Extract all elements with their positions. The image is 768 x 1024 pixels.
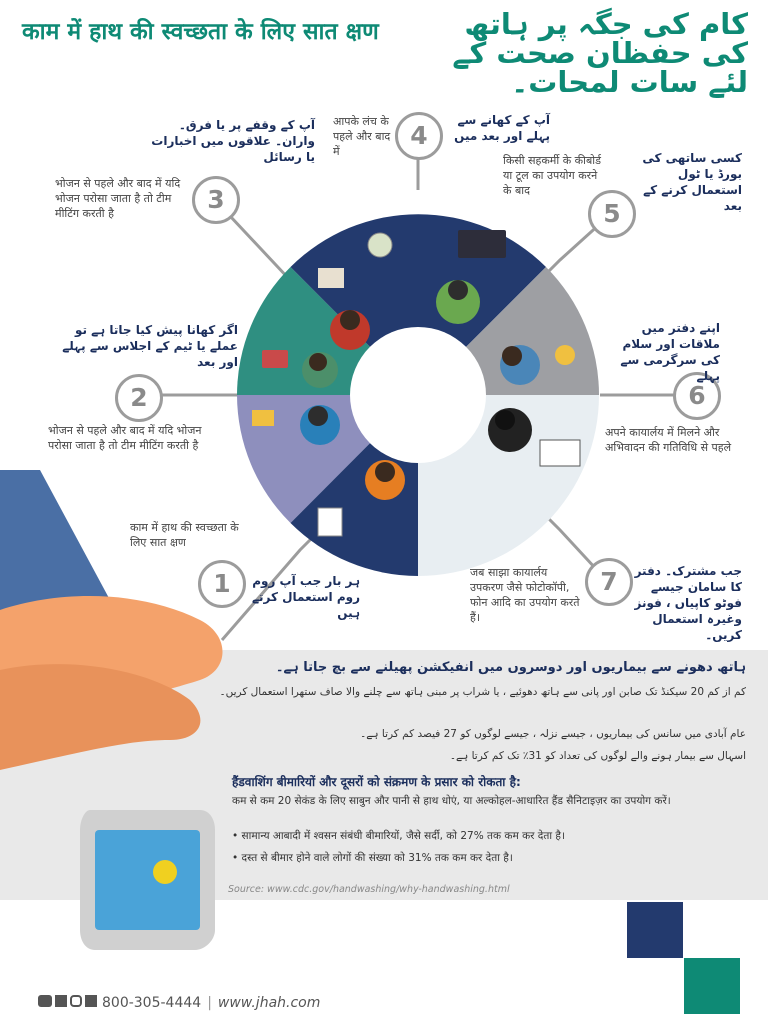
source-link[interactable]: Source: www.cdc.gov/handwashing/why-handwashing.html (228, 884, 510, 895)
moment-number-4: 4 (395, 112, 443, 160)
moment-number-5: 5 (588, 190, 636, 238)
moment-1-hindi: काम में हाथ की स्वच्छता के लिए सात क्षण (130, 521, 239, 549)
info-urdu-body: کم از کم 20 سیکنڈ تک صابن اور پانی سے ہاتھ دھوئیے ، یا شراب پر مبنی ہاتھ سے چلنے والا صاف ستھرا استعمال کریں۔ (219, 686, 746, 698)
info-hindi-heading: हैंडवाशिंग बीमारियों और दूसरों को संक्रमण के प्रसार को रोकता है: (232, 775, 521, 789)
moment-6-hindi: अपने कायार्लय में मिलने और अभिवादन की गतिविधि से पहले (605, 426, 732, 454)
facebook-icon[interactable] (55, 995, 67, 1007)
title-hindi: काम में हाथ की स्वच्छता के लिए सात क्षण (22, 19, 379, 45)
moment-5-hindi: किसी सहकर्मी के कीबोर्ड या टूल का उपयोग करने के बाद (503, 154, 601, 197)
info-hindi-body: कम से कम 20 सेकंड के लिए साबुन और पानी से हाथ धोएं, या अल्कोहल-आधारित हैंड सैनिटाइज़र का उपयोग करें। (232, 795, 671, 807)
info-urdu-heading: ہاتھ دھونے سے بیماریوں اور دوسروں میں انفیکشن پھیلنے سے بچ جاتا ہے۔ (275, 660, 746, 675)
moment-1-urdu: ہر بار جب آپ روم روم استعمال کرتے ہیں (251, 574, 360, 620)
moment-number-6: 6 (673, 372, 721, 420)
moment-5-urdu: کسی ساتھی کی بورڈ یا ٹول استعمال کرنے کے بعد (642, 151, 742, 213)
moment-number-3: 3 (192, 176, 240, 224)
moment-2-hindi: भोजन से पहले और बाद में यदि भोजन परोसा जाता है तो टीम मीटिंग करती है (48, 424, 202, 452)
twitter-icon[interactable] (38, 995, 52, 1007)
title-urdu: کام کی جگہ پر ہاتھ کی حفظان صحت کے لئے سات لمحات۔ (452, 7, 748, 99)
moment-number-7: 7 (585, 558, 633, 606)
linkedin-icon[interactable] (85, 995, 97, 1007)
info-urdu-bullet-1: عام آبادی میں سانس کی بیماریوں ، جیسے نزلہ ، جیسے لوگوں کو 27 فیصد کم کرتا ہے۔ (360, 728, 746, 740)
wheel-center (350, 327, 486, 463)
phone-number: 800-305-4444 (102, 995, 202, 1011)
info-hindi-bullet-1: • सामान्य आबादी में श्वसन संबंधी बीमारियों, जैसे सर्दी, को 27% तक कम कर देता है। (232, 830, 565, 842)
info-hindi-bullet-2: • दस्त से बीमार होने वाले लोगों की संख्या को 31% तक कम कर देता है। (232, 852, 513, 864)
moment-3-urdu: آپ کے وقفے پر یا فرق۔ واران۔ علاقوں میں اخبارات یا رسائل (151, 118, 315, 164)
hands-illustration (0, 470, 240, 970)
moment-7-hindi: जब साझा कायार्लय उपकरण जैसे फोटोकॉपी, फोन आदि का उपयोग करते हैं। (470, 566, 580, 624)
footer-divider: | (207, 995, 212, 1011)
moment-4-urdu: آپ کے کھانے سے پہلے اور بعد میں (454, 113, 550, 143)
moment-4-hindi: आपके लंच के पहले और बाद में (333, 115, 391, 158)
moment-7-urdu: جب مشترک۔ دفتر کا سامان جیسے فوٹو کاپیاں ، فونز وغیرہ استعمال کریں۔ (634, 564, 742, 642)
website-link[interactable]: www.jhah.com (217, 995, 321, 1011)
moment-2-urdu: اگر کھانا پیش کیا جاتا ہے تو عملے یا ٹیم کے اجلاس سے پہلے اور بعد (62, 323, 238, 369)
moment-number-1: 1 (198, 560, 246, 608)
moment-number-2: 2 (115, 374, 163, 422)
decor-square-navy (627, 902, 683, 958)
decor-square-teal (684, 958, 740, 1014)
instagram-icon[interactable] (70, 995, 82, 1007)
moment-6-urdu: اپنے دفتر میں ملاقات اور سلام کی سرگرمی سے پہلے (620, 321, 720, 383)
footer (38, 995, 320, 1011)
moment-3-hindi: भोजन से पहले और बाद में यदि भोजन परोसा जाता है तो टीम मीटिंग करती है (55, 177, 181, 220)
info-urdu-bullet-2: اسہال سے بیمار ہونے والے لوگوں کی تعداد کو 31٪ تک کم کرتا ہے۔ (449, 750, 746, 762)
